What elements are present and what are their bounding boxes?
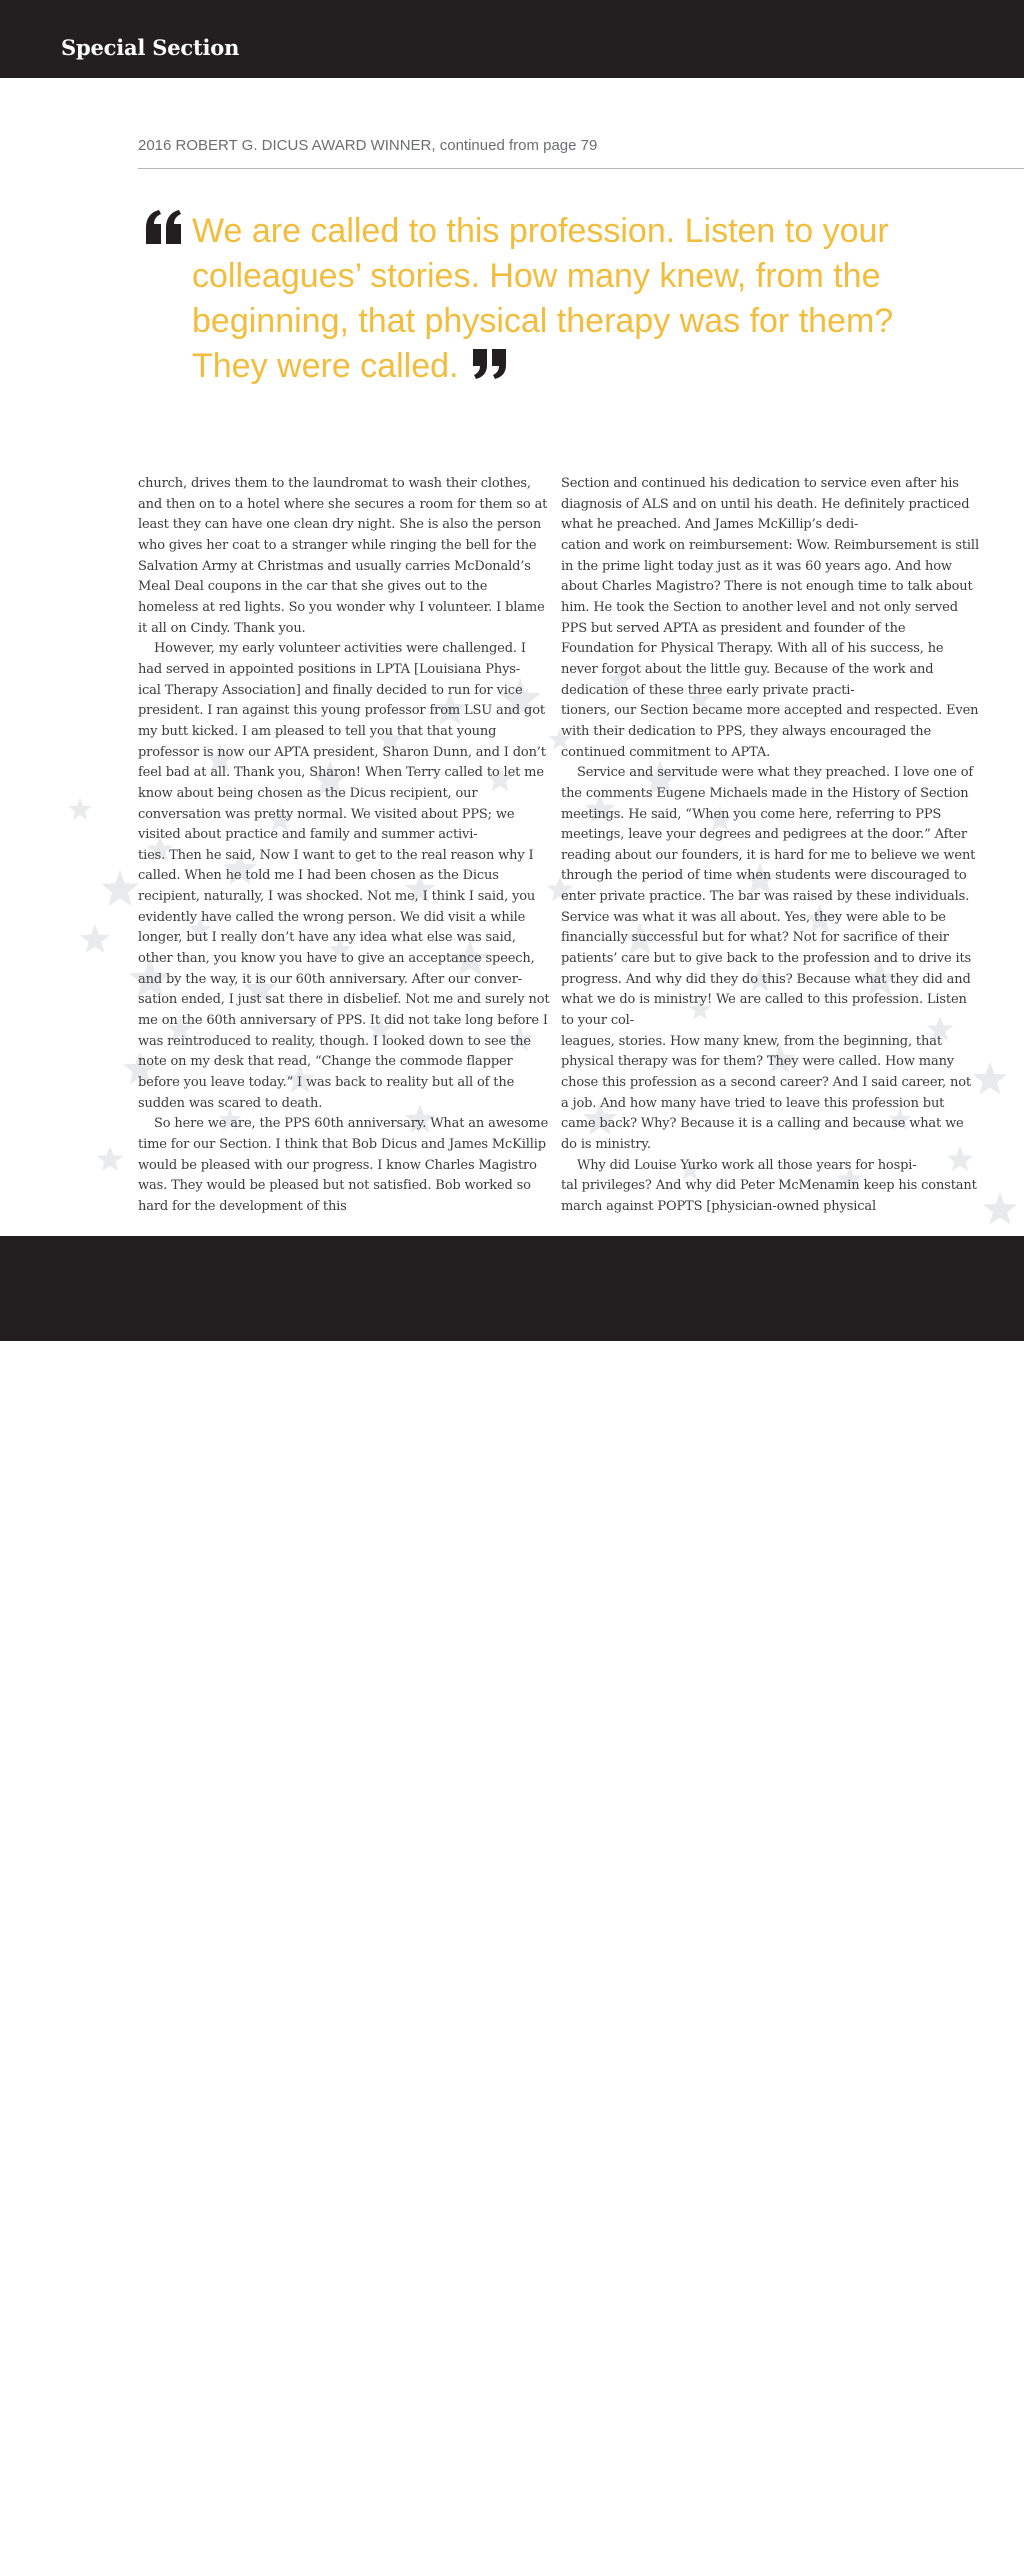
star-icon: [69, 798, 92, 820]
pull-quote: [192, 209, 932, 389]
open-quote-icon: [144, 210, 184, 244]
continued-line: 2016 ROBERT G. DICUS AWARD WINNER, continued from page 79: [138, 137, 598, 154]
article-paragraph: So here we are, the PPS 60th anniversary. What an awesome time for our Section. I think that Bob Dicus and James McKillip would be pleased with our progress. I know Charles Magistro was. They would be pleased but not satisfied. Bob worked so hard for the development of this: [138, 1116, 549, 1214]
article-paragraph: However, my early volunteer activities were challenged. I had served in appointed positions in LPTA [Louisiana Phys- ical Therapy Association] and finally decided to run for vice president. I ran against this young professor from LSU and got my butt kicked. I am pleased to tell you that that young professor is now our APTA president, Sharon Dunn, and I don’t feel bad at all. Thank you, Sharon! When Terry called to let me know about being chosen as the Dicus recipient, our conversation was pretty normal. We visited about PPS; we visited about practice and family and summer activi- ties. Then he said, Now I want to get to the real reason why I called. When he told me I had been chosen as the Dicus recipient, naturally, I was shocked. Not me, I think I said, you evidently have called the wrong person. We did visit a while longer, but I really don’t have any idea what else was said, other than, you know you have to give an acceptance speech, and by the way, it is our 60th anniversary. After our conver- sation ended, I just sat there in disbelief. Not me and surely not me on the 60th anniversary of PPS. It did not take long before I was reintroduced to reality, though. I looked down to see the note on my desk that read, “Change the commode flapper before you leave today.” I was back to reality but all of the sudden was scared to death.: [138, 641, 550, 1111]
article-paragraph: church, drives them to the laundromat to wash their clothes, and then on to a hotel where she secures a room for them so at least they can have one clean dry night. She is also the person who gives her coat to a stranger while ringing the bell for the Salvation Army at Christmas and usually carries McDonald’s Meal Deal coupons in the car that she gives out to the homeless at red lights. So you wonder why I volunteer. I blame it all on Cindy. Thank you.: [138, 476, 548, 636]
article-paragraph: Section and continued his dedication to service even after his diagnosis of ALS and on until his death. He definitely practiced what he preached. And James McKillip’s dedi- cation and work on reimbursement: Wow. Reimbursement is still in the prime light today just as it was 60 years ago. And how about Charles Magistro? There is not enough time to talk about him. He took the Section to another level and not only served PPS but served APTA as president and founder of the Foundation for Physical Therapy. With all of his success, he never forgot about the little guy. Because of the work and dedication of these three early private practi- tioners, our Section became more accepted and respected. Even with their dedication to PPS, they always encouraged the continued commitment to APTA.: [561, 476, 979, 760]
article-paragraph: Service and servitude were what they preached. I love one of the comments Eugene Michaels made in the History of Section meetings. He said, “When you come here, referring to PPS meetings, leave your degrees and pedigrees at the door.” After reading about our founders, it is hard for me to believe we went through the period of time when students were discouraged to enter private practice. The bar was raised by these individuals. Service was what it was all about. Yes, they were able to be financially successful but for what? Not for sacrifice of their patients’ care but to give back to the profession and to drive its progress. And why did they do this? Because what they did and what we do is ministry! We are called to this profession. Listen to your col- leagues, stories. How many knew, from the beginning, that physical therapy was for them? They were called. How many chose this profession as a second career? And I said career, not a job. And how many have tried to leave this profession but came back? Why? Because it is a calling and because what we do is ministry.: [561, 765, 976, 1152]
star-icon: [97, 1146, 124, 1171]
page-number: 80: [62, 2531, 79, 2548]
issue-date: January 2017: [167, 2532, 252, 2548]
star-icon: [101, 870, 139, 906]
pull-quote-text: We are called to this profession. Listen to your colleagues’ stories. How many knew, from the beginning, that physical therapy was for them? They were called.: [192, 212, 894, 385]
close-quote-icon: [472, 349, 508, 379]
footer-bar: [0, 1236, 1024, 2548]
article-column-left: [138, 474, 550, 1218]
star-icon: [983, 1192, 1017, 1225]
article-column-right: [561, 474, 981, 1218]
article-paragraph: Why did Louise Yurko work all those years for hospi- tal privileges? And why did Peter McMenamin keep his constant march against POPTS [physician-owned physical: [561, 1157, 977, 1214]
section-header-bar: [0, 0, 1024, 78]
star-icon: [80, 924, 110, 953]
divider-rule: [138, 168, 1024, 169]
magazine-logo: Impact: [93, 2529, 148, 2548]
section-title: Special Section: [61, 35, 240, 60]
